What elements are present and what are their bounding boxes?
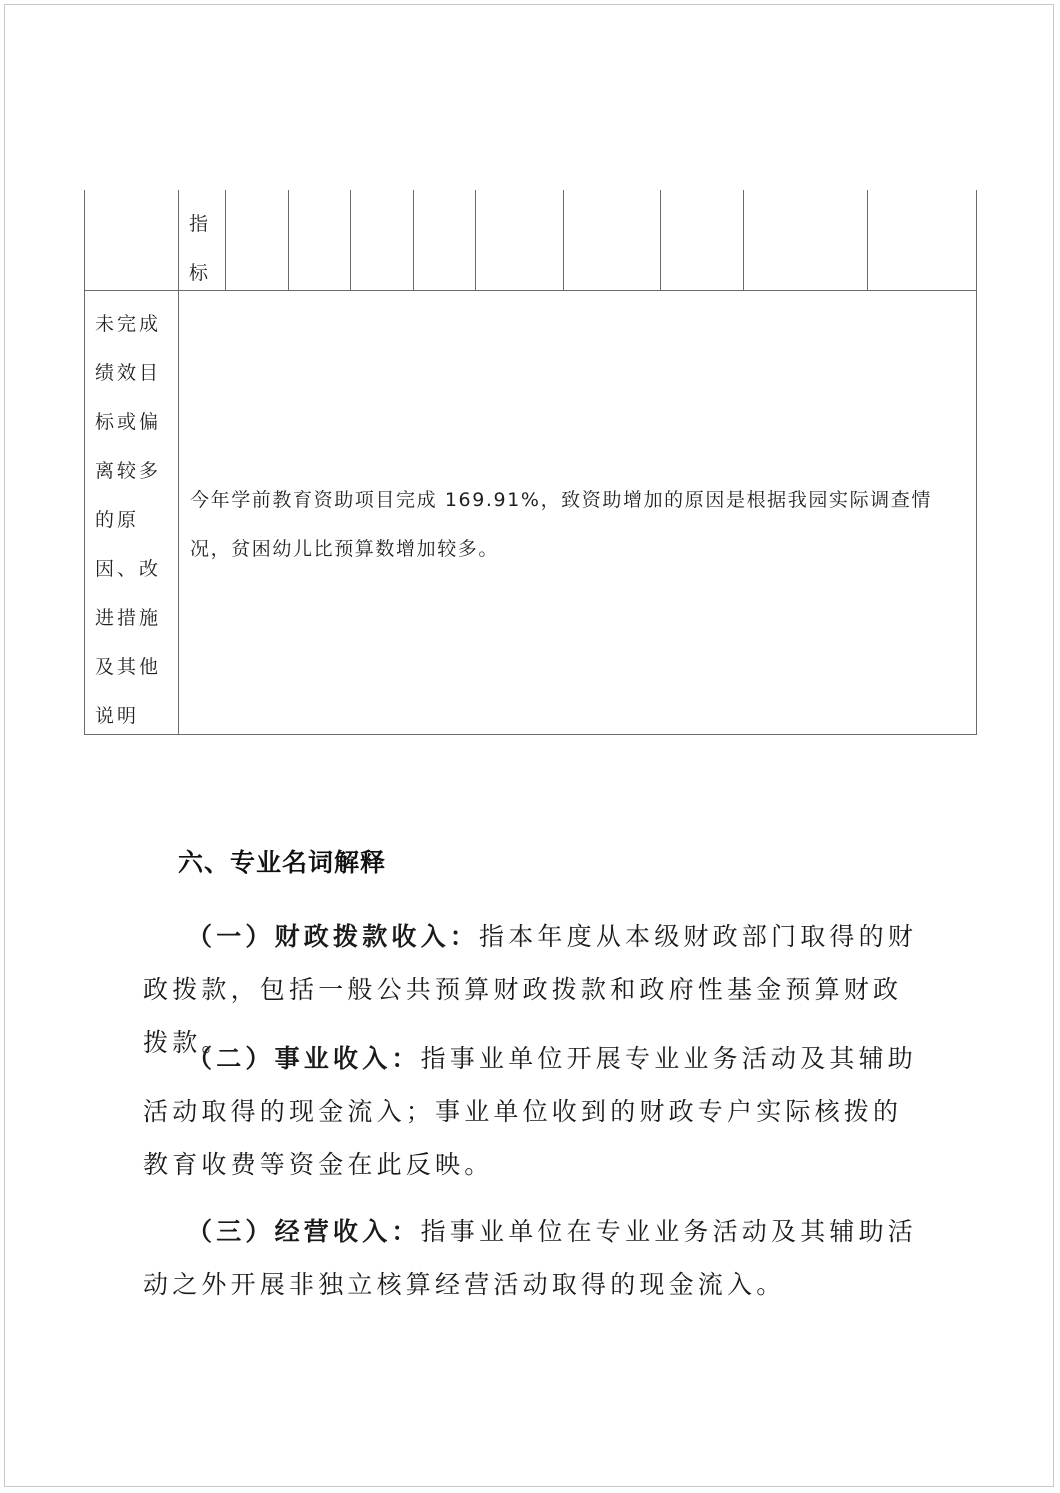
indicator-label: 指 标 [189,213,212,284]
term-definition: 指事业单位开展专业业务活动及其辅助活动取得的现金流入；事业单位收到的财政专户实际核拨的教育收费等资金在此反映。 [143,1044,918,1179]
table-column-divider [475,190,476,290]
table-column-divider [288,190,289,290]
term-lead [143,1044,187,1073]
term-definition: 指本年度从本级财政部门取得的财政拨款，包括一般公共预算财政拨款和政府性基金预算财政拨款。 [143,922,918,1057]
term-item [143,1205,923,1311]
table-column-divider [350,190,351,290]
table-column-divider [413,190,414,290]
term-name: （二）事业收入： [187,1044,421,1073]
table-left-border [84,190,85,735]
reason-content: 今年学前教育资助项目完成 169.91%，致资助增加的原因是根据我园实际调查情况，贫困幼儿比预算数增加较多。 [190,489,932,560]
table-bottom-border [84,734,977,735]
term-definition: 指事业单位在专业业务活动及其辅助活动之外开展非独立核算经营活动取得的现金流入。 [143,1217,918,1299]
table-column-divider [660,190,661,290]
term-name: （三）经营收入： [187,1217,421,1246]
section-title: 六、专业名词解释 [178,848,387,877]
table-label-divider [178,190,179,735]
reason-label: 未完成 绩效目 标或偏 离较多 的原 因、改 进措施 及其他 说明 [95,313,162,727]
table-column-divider [225,190,226,290]
term-lead [143,922,187,951]
table-column-divider [867,190,868,290]
performance-table [84,190,977,735]
term-lead [143,1217,187,1246]
table-column-divider [563,190,564,290]
table-column-divider [743,190,744,290]
table-right-border [976,190,977,735]
term-item [143,1032,923,1191]
term-name: （一）财政拨款收入： [187,922,480,951]
